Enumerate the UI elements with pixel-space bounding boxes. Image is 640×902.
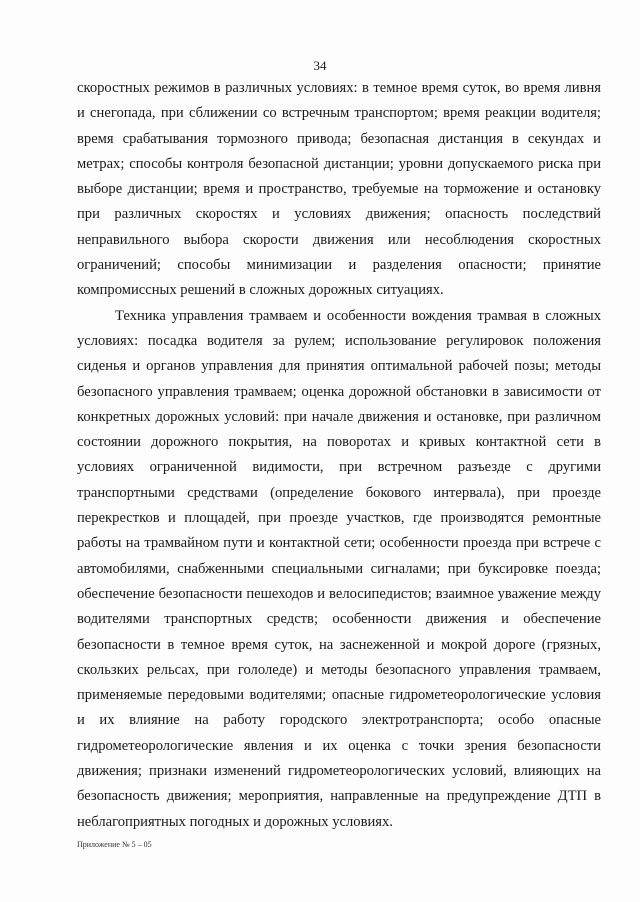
paragraph-tram-driving-technique: Техника управления трамваем и особенности вождения трамвая в сложных условиях: посадка водителя за рулем; использование регулировок положения сиденья и органов управления для принятия оптимальной рабочей позы; методы безопасного управления трамваем; оценка дорожной обстановки в зависимости от конкретных дорожных условий: при начале движения и остановке, при различном состоянии дорожного покрытия, на поворотах и кривых контактной сети в условиях ограниченной видимости, при встречном разъезде с другими транспортными средствами (определение бокового интервала), при проезде перекрестков и площадей, при проезде участков, где производятся ремонтные работы на трамвайном пути и контактной сети; особенности проезда при встрече с автомобилями, снабженными специальными сигналами; при буксировке поезда; обеспечение безопасности пешеходов и велосипедистов; взаимное уважение между водителями транспортных средств; особенности движения и обеспечение безопасности в темное время суток, на заснеженной и мокрой дороге (грязных, скользких рельсах, при гололеде) и методы безопасного управления трамваем, применяемые передовыми водителями; опасные гидрометеорологические условия и их влияние на работу городского электротранспорта; особо опасные гидрометеорологические явления и их оценка с точки зрения безопасности движения; признаки изменений гидрометеорологических условий, влияющих на безопасность движения; мероприятия, направленные на предупреждение ДТП в неблагоприятных погодных и дорожных условиях. (77, 307, 601, 830)
page-footer: Приложение № 5 – 05 (77, 840, 152, 849)
document-body (77, 76, 601, 835)
paragraph-continuation: скоростных режимов в различных условиях: в темное время суток, во время ливня и снегопада, при сближении со встречным транспортом; время реакции водителя; время срабатывания тормозного привода; безопасная дистанция в секундах и метрах; способы контроля безопасной дистанции; уровни допускаемого риска при выборе дистанции; время и пространство, требуемые на торможение и остановку при различных скоростях и условиях движения; опасность последствий неправильного выбора скорости движения или несоблюдения скоростных ограничений; способы минимизации и разделения опасности; принятие компромиссных решений в сложных дорожных ситуациях. (77, 80, 601, 299)
page-number: 34 (313, 58, 327, 73)
